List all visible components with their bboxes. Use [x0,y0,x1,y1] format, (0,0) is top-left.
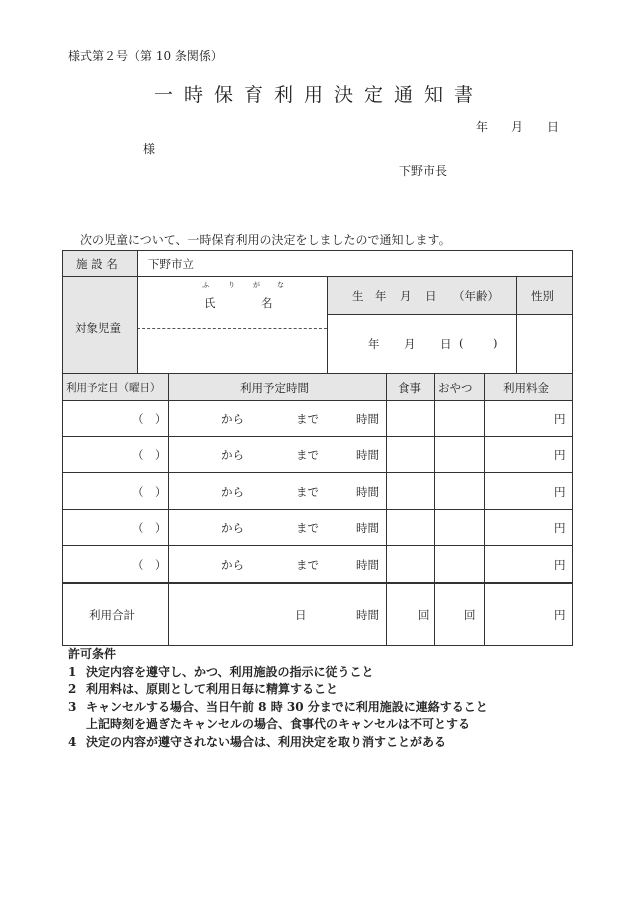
row-3-weekday[interactable]: （ ） [132,485,167,499]
condition-item [68,664,488,682]
furigana-fu: ふ [202,281,209,289]
total-fee-unit: 円 [554,608,566,622]
row-5-weekday[interactable]: （ ） [132,558,167,572]
row-3-until: まで [296,485,319,499]
row-1-fee-unit: 円 [554,412,566,426]
age-header: （年齢） [453,289,499,303]
condition-text: 決定内容を遵守し、かつ、利用施設の指示に従うこと [86,664,374,679]
row-2-fee-unit: 円 [554,448,566,462]
child-label: 対象児童 [75,321,121,335]
intro-text: 次の児童について、一時保育利用の決定をしましたので通知します。 [80,233,451,247]
condition-item [68,734,488,752]
row-1-weekday[interactable]: （ ） [132,412,167,426]
row-5-fee-unit: 円 [554,558,566,572]
condition-number: 1 [68,664,77,679]
condition-text: 決定の内容が遵守されない場合は、利用決定を取り消すことがある [86,734,447,749]
row-5-from: から [221,558,244,572]
row-4-hours: 時間 [356,521,379,535]
row-5-until: まで [296,558,319,572]
issue-date-day-label: 日 [547,120,560,134]
condition-item [68,699,488,717]
fee-header: 利用料金 [503,381,549,395]
total-snack-unit: 回 [464,608,476,622]
row-3-from: から [221,485,244,499]
conditions-heading: 許可条件 [68,647,117,661]
furigana-ga: が [253,281,260,289]
total-hours-unit: 時間 [356,608,379,622]
birth-header-nen: 年 [375,289,387,303]
issue-date-month-label: 月 [511,120,524,134]
snack-header: おやつ [438,381,473,395]
birth-year-label: 年 [368,337,380,351]
permit-conditions [68,646,488,751]
row-2-weekday[interactable]: （ ） [132,448,167,462]
row-4-from: から [221,521,244,535]
row-2-until: まで [296,448,319,462]
row-4-until: まで [296,521,319,535]
condition-number: 3 [68,699,77,714]
document-title: 一時保育利用決定通知書 [153,84,484,106]
furigana-ri: り [228,281,235,289]
name-label-shi: 氏 [204,296,216,310]
issuer-name: 下野市長 [399,164,448,178]
birth-header-tsuki: 月 [400,289,412,303]
schedule-date-header: 利用予定日（曜日） [66,382,161,394]
row-1-until: まで [296,412,319,426]
row-3-hours: 時間 [356,485,379,499]
row-3-fee-unit: 円 [554,485,566,499]
total-meal-unit: 回 [418,608,430,622]
addressee-suffix: 様 [143,142,156,156]
condition-number: 4 [68,734,77,749]
condition-text: キャンセルする場合、当日午前 8 時 30 分までに利用施設に連絡すること [86,699,488,714]
condition-number: 2 [68,682,77,696]
row-5-hours: 時間 [356,558,379,572]
age-paren-open: ( [459,336,464,350]
row-4-weekday[interactable]: （ ） [132,521,167,535]
row-2-from: から [221,448,244,462]
facility-value[interactable]: 下野市立 [148,257,194,271]
furigana-na: な [277,281,284,289]
row-1-hours: 時間 [356,412,379,426]
row-1-from: から [221,412,244,426]
row-2-hours: 時間 [356,448,379,462]
condition-text: 利用料は、原則として利用日毎に精算すること [86,682,339,696]
gender-header: 性別 [531,289,554,303]
condition-item [68,716,488,734]
facility-label: 施 設 名 [76,257,118,271]
condition-text: 上記時刻を過ぎたキャンセルの場合、食事代のキャンセルは不可とする [86,717,471,731]
birth-header-sei: 生 [352,289,364,303]
total-label: 利用合計 [89,608,135,622]
total-days-unit: 日 [295,608,307,622]
birth-month-label: 月 [404,337,416,351]
decision-table [62,250,573,646]
meal-header: 食事 [398,381,421,395]
condition-item [68,681,488,699]
issue-date-year-label: 年 [476,120,489,134]
furigana-divider [137,328,327,329]
birth-day-label: 日 [440,337,452,351]
age-paren-close: ) [493,336,498,350]
name-label-mei: 名 [261,296,273,310]
row-4-fee-unit: 円 [554,521,566,535]
schedule-time-header: 利用予定時間 [240,381,309,395]
condition-number [68,716,86,734]
form-number: 様式第２号（第 10 条関係） [68,49,223,63]
birth-header-hi: 日 [425,289,437,303]
